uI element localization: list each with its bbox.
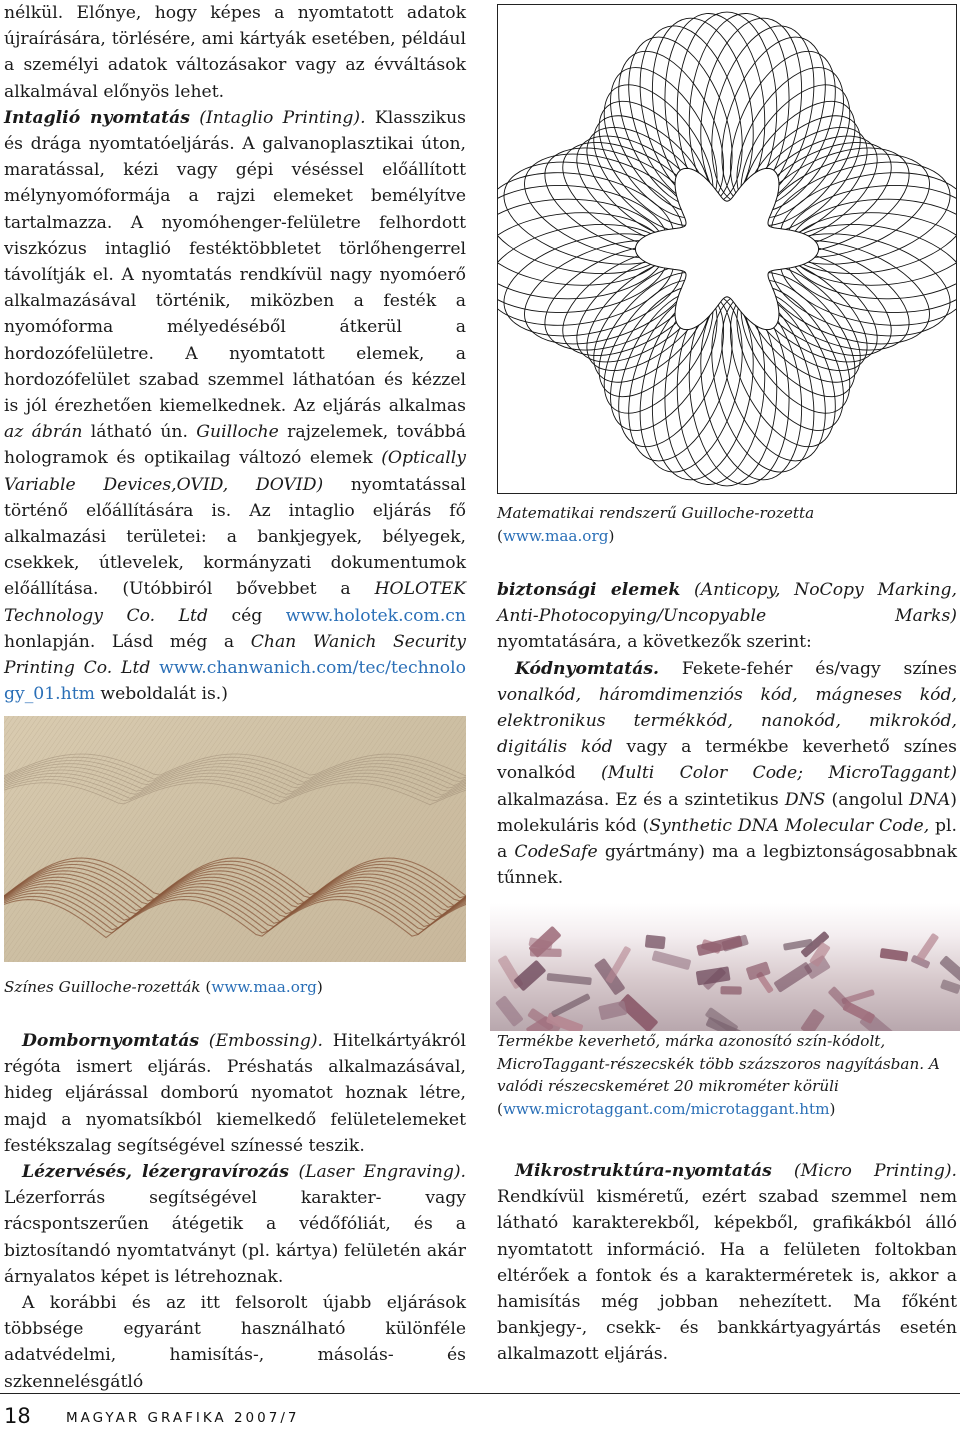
- caption-text: Termékbe keverhető, márka azonosító szín-kódolt, MicroTaggant-részecskék több százszoros nagyításban. A valódi részecskeméret 20 mikrométer körüli: [497, 1032, 940, 1095]
- taggant-particle: [530, 948, 562, 957]
- guilloche-rosette-drawing: [498, 5, 956, 493]
- link-holotek[interactable]: www.holotek.com.cn: [285, 605, 466, 626]
- left-column-bottom: [4, 1028, 466, 1395]
- paragraph-code-printing: [497, 656, 957, 892]
- page-number: 18: [4, 1404, 31, 1428]
- microtaggant-photo: [490, 903, 960, 1031]
- caption-text: Matematikai rendszerű Guilloche-rozetta: [497, 504, 815, 522]
- magazine-title: MAGYAR GRAFIKA 2007/7: [66, 1410, 300, 1426]
- link-chanwanich[interactable]: www.chanwanich.com/tec/technology_01.htm: [4, 658, 466, 705]
- term-micro-english: (Micro Printing).: [771, 1161, 957, 1181]
- paragraph-text: rajzelemek, továbbá hologramok és optikailag változó elemek: [4, 422, 466, 469]
- term-code-printing: Kódnyomtatás.: [515, 658, 659, 679]
- link-maa-guilloche[interactable]: www.maa.org: [211, 978, 317, 996]
- colored-guilloche-drawing: [4, 716, 466, 962]
- term-ovid: (Optically Variable Devices,OVID, DOVID): [4, 448, 466, 495]
- term-codesafe: CodeSafe: [514, 842, 598, 863]
- term-multi-color-code: (Multi Color Code; MicroTaggant): [601, 763, 957, 784]
- paragraph-text: nyomtatással történő előállítására is. Az intaglio eljárás fő alkalmazási területei: a bankjegyek, bélyegek, csekkek, útlevelek, kormányzati dokumentumok előállítása. (Utóbbiról bővebbet a: [4, 474, 466, 600]
- caption-guilloche: Színes Guilloche-rozetták (www.maa.org): [4, 978, 323, 996]
- figure-reference: az ábrán: [4, 422, 83, 443]
- caption-rosette: Matematikai rendszerű Guilloche-rozetta (www.maa.org): [497, 504, 815, 545]
- paragraph-text: Lézerforrás segítségével karakter- vagy rácspontszerűen átégetik a védőfóliát, és a biztosítandó nyomtatványt (pl. kártya) felületén akár árnyalatos képet is létrehoznak.: [4, 1188, 466, 1287]
- paragraph-intaglio: [4, 105, 466, 708]
- term-laser-engraving: Lézervésés, lézergravírozás: [22, 1162, 289, 1183]
- guilloche-rosette-figure: [497, 4, 957, 494]
- caption-microtaggant: Termékbe keverhető, márka azonosító szín-kódolt, MicroTaggant-részecskék több százszoros nagyításban. A valódi részecskeméret 20 mikrométer körüli (www.microtaggant.com/microtaggant.htm): [497, 1032, 940, 1118]
- paragraph-security-elements: [497, 577, 957, 656]
- term-dns: DNS: [784, 789, 826, 810]
- term-intaglio: Intaglió nyomtatás: [4, 107, 190, 128]
- paragraph-text: Hitelkártyákról régóta ismert eljárás. Préshatás alkalmazásával, hideg eljárással domború nyomatot hoznak létre, majd a nyomatsíkból kiemelkedő felületelemeket festékszalag segítségével színessé teszik.: [4, 1031, 466, 1156]
- term-guilloche: Guilloche: [196, 422, 279, 443]
- paragraph-laser: [4, 1159, 466, 1290]
- left-column-top: [4, 0, 466, 707]
- rosette-center-star: [635, 168, 818, 329]
- company-holotek: HOLOTEK Technology Co. Ltd: [4, 579, 466, 626]
- link-maa-rosette[interactable]: www.maa.org: [502, 526, 609, 545]
- term-synthetic-dna: Synthetic DNA Molecular Code,: [649, 815, 930, 836]
- term-security-elements-english: (Anticopy, NoCopy Marking, Anti-Photocopying/Uncopyable Marks): [497, 580, 957, 627]
- right-column-bottom: [497, 1158, 957, 1368]
- paragraph-text: nyomtatására, a következők szerint:: [497, 632, 812, 653]
- term-intaglio-english: (Intaglio Printing).: [199, 107, 366, 128]
- taggant-particle: [645, 935, 666, 950]
- term-dna: DNA: [909, 789, 951, 810]
- term-security-elements: biztonsági elemek: [497, 580, 681, 600]
- paragraph-text: Klasszikus és drága nyomtatóeljárás. A galvanoplasztikai úton, maratással, kézi vagy gépi véséssel előállított mélynyomóformája a rajzi elemeket bemélyítve tartalmazza. A nyomóhenger-felületre felhordott viszkózus intaglió festéktöbbletet törlőhengerrel távolítják el. A nyomtatás rendkívül nagy nyomóerő alkalmazásával történik, miközben a festék a nyomóforma mélyedéséből átkerül a hordozófelületre. A nyomtatott elemek, a hordozófelület szabad szemmel láthatóan és kézzel is jól érezhetően kiemelkednek. Az eljárás alkalmas: [4, 107, 466, 417]
- company-chanwanich: Chan Wanich Security Printing Co. Ltd: [4, 631, 466, 679]
- colored-guilloche-photo: [4, 716, 466, 962]
- term-micro-printing: Mikrostruktúra-nyomtatás: [515, 1161, 772, 1181]
- paragraph-text: cég: [207, 605, 286, 626]
- paragraph-text: weboldalát is.): [94, 684, 228, 705]
- paragraph-text: (angolul: [825, 789, 910, 810]
- paragraph-text: alkalmazása. Ez és a szintetikus: [497, 789, 785, 810]
- term-laser-english: (Laser Engraving).: [288, 1162, 467, 1183]
- paragraph-micro-printing: [497, 1158, 957, 1368]
- code-types-list: vonalkód, háromdimenziós kód, mágneses kód, elektronikus termékkód, nanokód, mikrokód, digitális kód: [497, 684, 957, 758]
- paragraph-text: nélkül. Előnye, hogy képes a nyomtatott adatok újraírására, törlésére, ami kártyák esetében, például a személyi adatok változásakor vagy az évváltások alkalmával előnyös lehet.: [4, 3, 466, 102]
- footer-divider: [0, 1393, 960, 1394]
- right-column-top: [497, 577, 957, 891]
- term-embossing: Dombornyomtatás: [22, 1031, 200, 1051]
- taggant-particle: [720, 986, 741, 995]
- paragraph-text: pl. a: [497, 815, 957, 863]
- paragraph-text: honlapján. Lásd még a: [4, 631, 251, 652]
- term-embossing-english: (Embossing).: [199, 1031, 324, 1051]
- paragraph-text: A korábbi és az itt felsorolt újabb eljárások többsége egyaránt használható különféle adatvédelmi, hamisítás-, másolás- és szkennelésgátló: [4, 1293, 466, 1392]
- paragraph-text: Rendkívül kisméretű, ezért szabad szemmel nem látható karakterekből, képekből, grafikákból álló nyomtatott információ. Ha a felületen foltokban eltérőek a fontok és a karakterméretek is, akkor a hamisítás még jobban nehezített. Ma főként bankjegy-, csekk- és bankkártyagyártás esetén alkalmazott eljárás.: [497, 1187, 957, 1365]
- paragraph-rewritable: [4, 0, 466, 105]
- paragraph-closing: [4, 1290, 466, 1395]
- paragraph-text: ) molekuláris kód (: [497, 789, 957, 836]
- paragraph-embossing: [4, 1028, 466, 1159]
- link-microtaggant[interactable]: www.microtaggant.com/microtaggant.htm: [502, 1099, 830, 1118]
- caption-text: Színes Guilloche-rozetták: [4, 978, 201, 996]
- paragraph-text: gyártmány) ma a legbiztonságosabbnak tűnnek.: [497, 842, 957, 889]
- paragraph-text: látható ún.: [82, 422, 197, 443]
- microtaggant-drawing: [490, 903, 960, 1031]
- paragraph-text: vagy a termékbe keverhető színes vonalkód: [497, 737, 958, 784]
- paragraph-text: Fekete-fehér és/vagy színes: [659, 658, 957, 679]
